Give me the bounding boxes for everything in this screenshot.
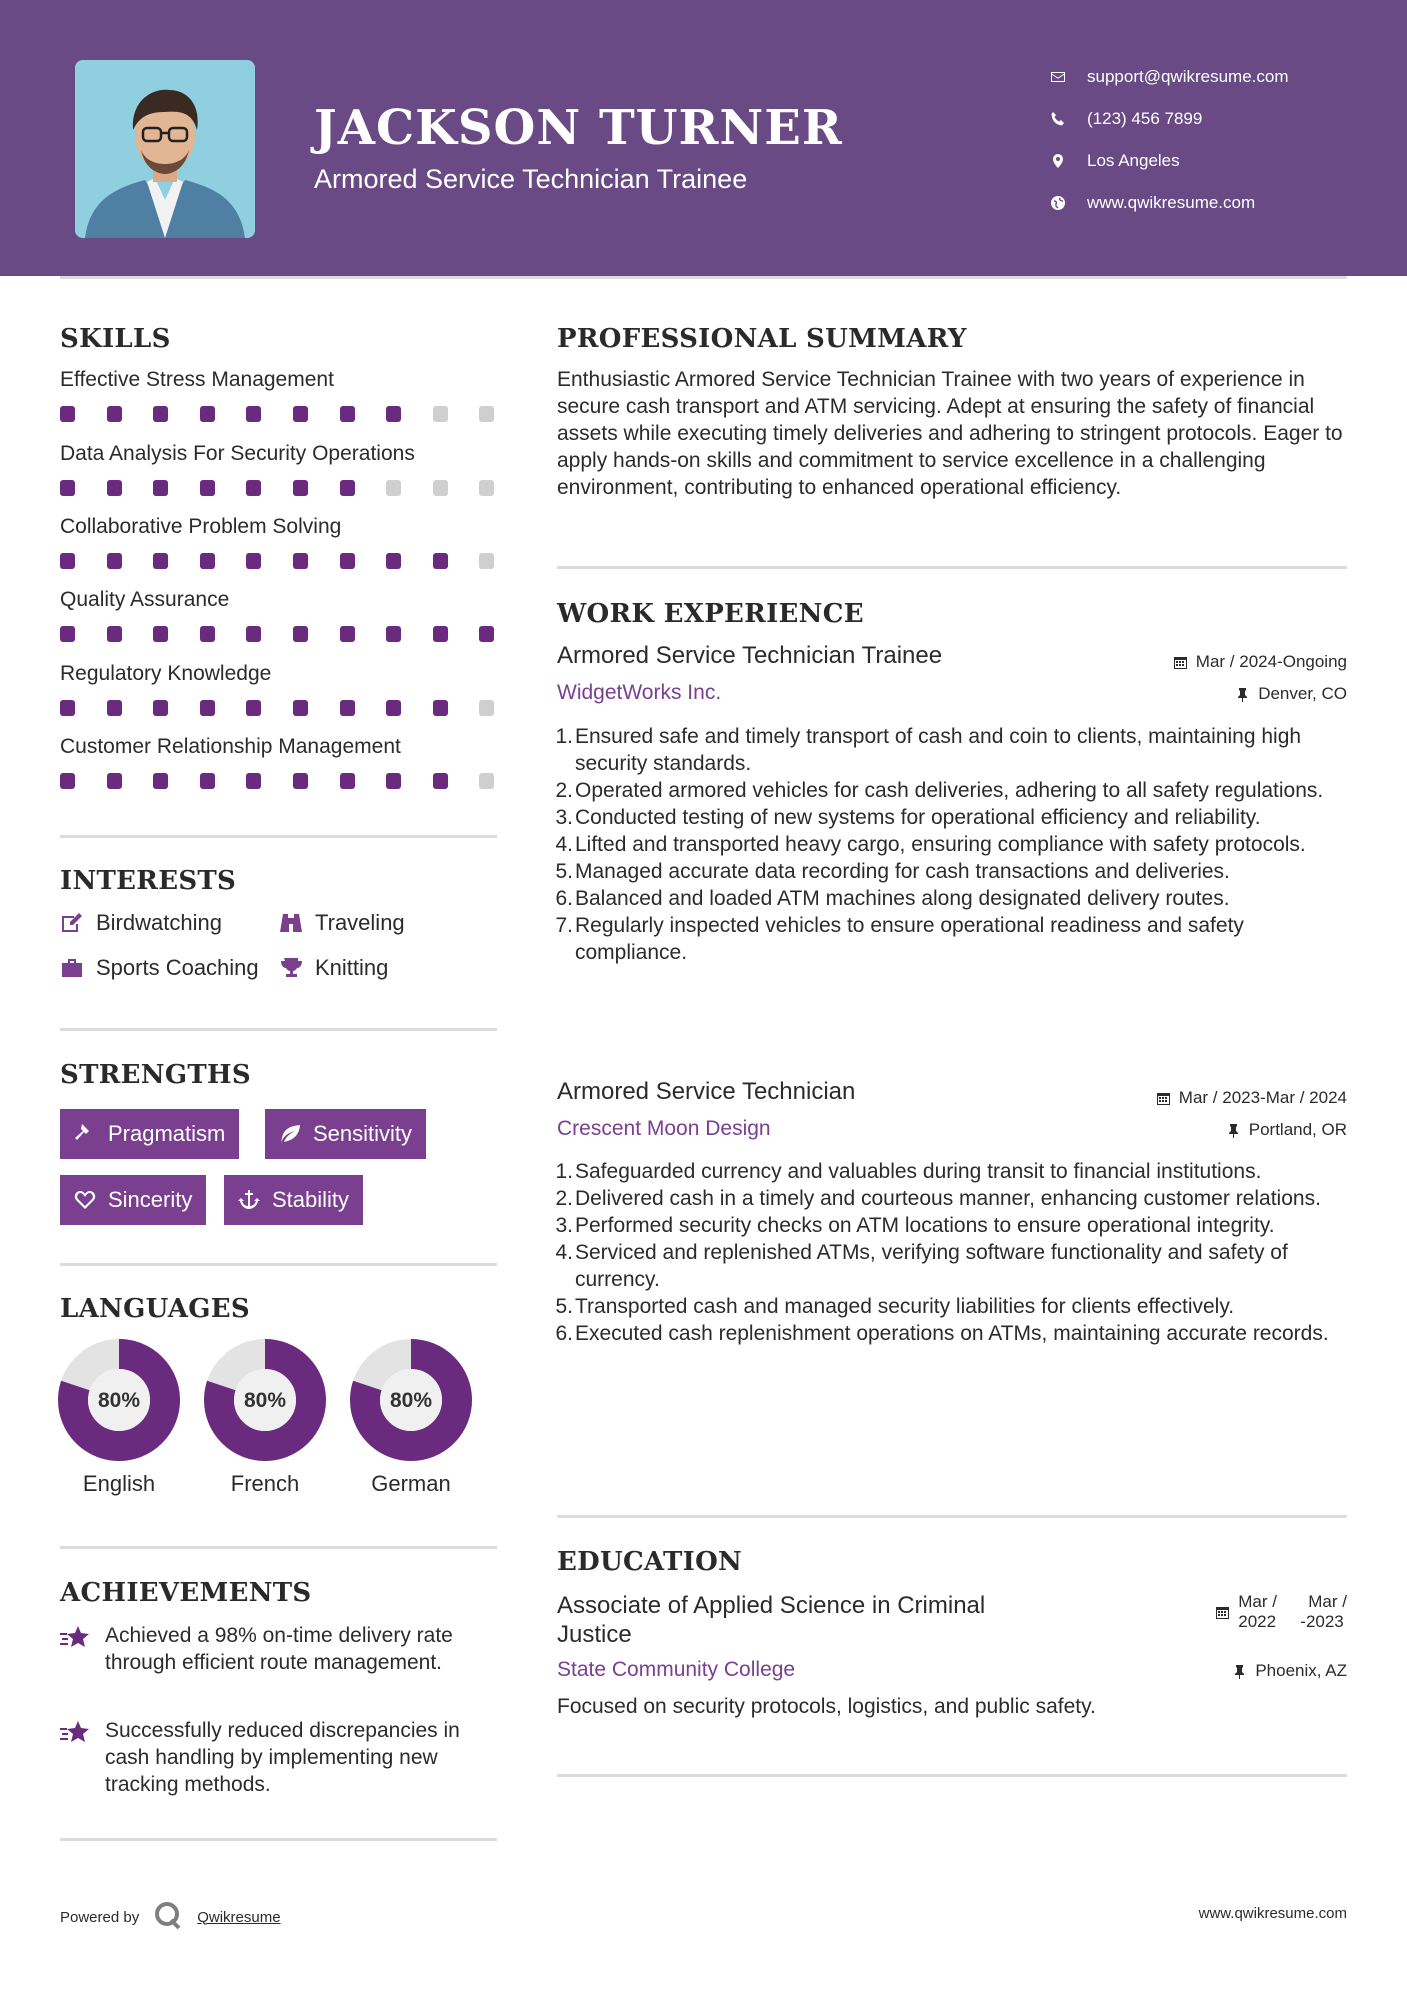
skill-dot-filled	[107, 480, 122, 496]
section-divider	[60, 1263, 497, 1266]
language-name: French	[230, 1471, 300, 1496]
skill-dot-filled	[340, 626, 355, 642]
job-location	[1235, 684, 1347, 704]
job-bullet-number: 6.	[555, 1322, 573, 1345]
map-pin-icon	[1050, 153, 1087, 169]
skill-dot-filled	[340, 406, 355, 422]
skill-dot-filled	[293, 406, 308, 422]
language-item	[58, 1339, 180, 1497]
job-bullet-number: 5.	[555, 860, 573, 883]
skill-dot-filled	[246, 553, 261, 569]
skill-name: Collaborative Problem Solving	[60, 515, 342, 538]
candidate-name: JACKSON TURNER	[314, 100, 843, 156]
contact-location-text: Los Angeles	[1087, 151, 1180, 170]
skill-dot-filled	[479, 626, 494, 642]
job-location	[1226, 1120, 1347, 1140]
skill-dot-filled	[386, 406, 401, 422]
skill-dot-filled	[60, 553, 75, 569]
skill-dot-filled	[433, 773, 448, 789]
strength-badge	[60, 1109, 239, 1159]
skill-dot-filled	[60, 773, 75, 789]
skill-name: Regulatory Knowledge	[60, 662, 272, 685]
heart-icon	[74, 1189, 96, 1211]
education-end-month: Mar /	[1308, 1592, 1347, 1611]
skill-dot-filled	[246, 480, 261, 496]
skill-dot-filled	[433, 553, 448, 569]
job-bullet-number: 4.	[555, 833, 573, 856]
education-end-year: 2023	[1305, 1612, 1344, 1631]
header-banner	[0, 0, 1407, 276]
job-bullet-number: 6.	[555, 887, 573, 910]
contact-website[interactable]	[1050, 182, 1370, 224]
contact-phone[interactable]	[1050, 98, 1370, 140]
achievement-text: Successfully reduced discrepancies in cash handling by implementing new tracking methods.	[105, 1719, 460, 1796]
section-divider	[60, 1028, 497, 1031]
contact-email-text: support@qwikresume.com	[1087, 67, 1289, 86]
skill-dot-filled	[107, 773, 122, 789]
job-bullet-text: Safeguarded currency and valuables during transit to financial institutions.	[575, 1160, 1262, 1183]
skill-dot-filled	[107, 553, 122, 569]
skill-name: Data Analysis For Security Operations	[60, 442, 415, 465]
education-start-month: Mar /	[1238, 1592, 1277, 1611]
skill-dot-filled	[293, 700, 308, 716]
skill-dot-empty	[433, 406, 448, 422]
star-icon	[60, 1717, 105, 1798]
job-bullet-text: Managed accurate data recording for cash transactions and deliveries.	[575, 860, 1230, 883]
language-percent-label: 80%	[97, 1389, 141, 1412]
languages-heading: LANGUAGES	[60, 1294, 250, 1324]
edit-icon	[60, 912, 96, 934]
skill-dot-filled	[293, 480, 308, 496]
skill-dot-filled	[107, 406, 122, 422]
strength-label: Sensitivity	[313, 1121, 413, 1146]
skill-dot-filled	[340, 480, 355, 496]
briefcase-icon	[60, 957, 96, 979]
language-ring	[58, 1339, 180, 1461]
trophy-icon	[279, 957, 315, 979]
skill-dot-filled	[340, 700, 355, 716]
footer-powered-by	[60, 1900, 281, 1934]
language-item	[350, 1339, 472, 1497]
job-bullet-number: 3.	[555, 806, 573, 829]
strength-label: Pragmatism	[108, 1121, 226, 1146]
section-divider	[557, 566, 1347, 569]
job-bullet-text: Regularly inspected vehicles to ensure operational readiness and safety compliance.	[575, 914, 1244, 964]
contact-info	[1050, 56, 1370, 224]
interest-label: Birdwatching	[96, 910, 222, 935]
skill-dot-filled	[340, 773, 355, 789]
candidate-title: Armored Service Technician Trainee	[314, 164, 748, 194]
skill-dot-empty	[479, 553, 494, 569]
section-divider	[60, 1546, 497, 1549]
star-icon	[60, 1622, 105, 1676]
strengths-heading: STRENGTHS	[60, 1060, 251, 1090]
skill-dot-filled	[293, 773, 308, 789]
degree-line-2: Justice	[557, 1621, 632, 1648]
job-bullet	[557, 1158, 1357, 1185]
language-name: English	[82, 1471, 156, 1496]
job-dates-text: Mar / 2023-Mar / 2024	[1178, 1088, 1347, 1107]
skill-dot-filled	[246, 626, 261, 642]
calendar-icon	[1156, 1091, 1171, 1106]
skill-dot-filled	[153, 480, 168, 496]
language-percent-label: 80%	[389, 1389, 433, 1412]
job-bullet	[557, 804, 1357, 831]
job-bullet-text: Delivered cash in a timely and courteous manner, enhancing customer relations.	[575, 1187, 1321, 1210]
interest-label: Knitting	[315, 955, 389, 980]
calendar-icon	[1215, 1605, 1230, 1620]
interest-item	[279, 955, 388, 981]
anchor-icon	[238, 1189, 260, 1211]
skill-name: Customer Relationship Management	[60, 735, 401, 758]
job-bullet	[557, 858, 1357, 885]
job-bullet	[557, 885, 1357, 912]
education-dates	[1215, 1592, 1347, 1632]
company-name: Crescent Moon Design	[557, 1117, 771, 1140]
skill-dot-filled	[153, 700, 168, 716]
skill-dot-filled	[60, 700, 75, 716]
contact-website-text: www.qwikresume.com	[1087, 193, 1256, 212]
skill-dot-filled	[293, 553, 308, 569]
job-bullet-text: Performed security checks on ATM locations to ensure operational integrity.	[575, 1214, 1275, 1237]
job-bullet	[557, 1212, 1357, 1239]
interests-heading: INTERESTS	[60, 866, 237, 896]
skill-dot-filled	[200, 406, 215, 422]
section-divider	[557, 1515, 1347, 1518]
skill-dot-filled	[386, 626, 401, 642]
skill-dot-filled	[246, 700, 261, 716]
footer-website[interactable]: www.qwikresume.com	[1198, 1905, 1347, 1922]
education-start-year: 2022	[1238, 1612, 1277, 1631]
job-title: Armored Service Technician	[557, 1078, 856, 1105]
education-end	[1300, 1592, 1347, 1632]
skill-rating	[60, 773, 526, 789]
section-divider	[60, 835, 497, 838]
qwikresume-link[interactable]: Qwikresume	[197, 1908, 281, 1926]
job-bullet	[557, 831, 1357, 858]
skill-dot-filled	[386, 773, 401, 789]
achievements-heading: ACHIEVEMENTS	[60, 1578, 312, 1608]
skill-dot-empty	[386, 480, 401, 496]
job-bullet-text: Serviced and replenished ATMs, verifying software functionality and safety of currency.	[575, 1241, 1288, 1291]
skill-dot-filled	[433, 700, 448, 716]
pushpin-icon	[1235, 687, 1250, 702]
education-location-text: Phoenix, AZ	[1255, 1661, 1347, 1680]
job-location-text: Denver, CO	[1258, 684, 1347, 703]
education-dash: -	[1300, 1612, 1306, 1631]
skill-name: Effective Stress Management	[60, 368, 334, 391]
qwikresume-logo-icon	[153, 1900, 183, 1934]
pushpin-icon	[1226, 1123, 1241, 1138]
skill-dot-filled	[153, 553, 168, 569]
job-dates	[1156, 1088, 1347, 1108]
job-bullet-text: Operated armored vehicles for cash deliveries, adhering to all safety regulations.	[575, 779, 1324, 802]
skill-dot-filled	[433, 626, 448, 642]
skill-dot-filled	[200, 773, 215, 789]
skill-dot-filled	[60, 406, 75, 422]
interest-item	[60, 955, 259, 981]
job-bullets	[557, 1158, 1357, 1347]
strength-label: Stability	[272, 1187, 350, 1212]
profile-photo	[75, 60, 255, 238]
skill-dot-filled	[340, 553, 355, 569]
skills-heading: SKILLS	[60, 324, 171, 354]
contact-email[interactable]	[1050, 56, 1370, 98]
strength-badge	[224, 1175, 363, 1225]
phone-icon	[1050, 111, 1087, 127]
job-bullet	[557, 1320, 1357, 1347]
skill-rating	[60, 626, 526, 642]
contact-location	[1050, 140, 1370, 182]
job-bullet-text: Lifted and transported heavy cargo, ensuring compliance with safety protocols.	[575, 833, 1306, 856]
skill-rating	[60, 553, 526, 569]
job-bullet-number: 5.	[555, 1295, 573, 1318]
skill-dot-empty	[479, 406, 494, 422]
job-dates	[1173, 652, 1347, 672]
education-location	[1232, 1661, 1347, 1681]
skill-dot-filled	[60, 480, 75, 496]
skill-dot-filled	[153, 626, 168, 642]
job-bullet-number: 3.	[555, 1214, 573, 1237]
job-bullet-number: 1.	[555, 725, 573, 748]
summary-heading: PROFESSIONAL SUMMARY	[557, 324, 967, 354]
skill-dot-filled	[200, 480, 215, 496]
interest-item	[279, 910, 405, 936]
job-bullet-text: Ensured safe and timely transport of cash and coin to clients, maintaining high security standards.	[575, 725, 1302, 775]
summary-text: Enthusiastic Armored Service Technician Trainee with two years of experience in secure cash transport and ATM servicing. Adept at ensuring the safety of financial assets while executing timely deliveries and adhering to stringent protocols. Eager to apply hands-on skills and commitment to service excellence in a challenging environment, contributing to enhanced operational efficiency.	[557, 368, 1343, 499]
powered-by-text: Powered by	[60, 1908, 140, 1926]
job-bullet-number: 2.	[555, 779, 573, 802]
job-bullet	[557, 1239, 1357, 1293]
skill-rating	[60, 480, 526, 496]
skill-dot-filled	[153, 406, 168, 422]
skill-dot-filled	[293, 626, 308, 642]
skill-dot-filled	[153, 773, 168, 789]
job-bullet-text: Transported cash and managed security liabilities for clients effectively.	[575, 1295, 1235, 1318]
interest-label: Traveling	[315, 910, 405, 935]
strength-badge	[265, 1109, 426, 1159]
job-bullet	[557, 1293, 1357, 1320]
skill-rating	[60, 700, 526, 716]
skill-dot-empty	[479, 480, 494, 496]
skill-dot-filled	[200, 553, 215, 569]
job-bullet-number: 2.	[555, 1187, 573, 1210]
skill-rating	[60, 406, 526, 422]
school-name: State Community College	[557, 1658, 796, 1681]
globe-icon	[1050, 195, 1087, 211]
skill-dot-empty	[433, 480, 448, 496]
calendar-icon	[1173, 655, 1188, 670]
skill-dot-filled	[107, 700, 122, 716]
skill-dot-filled	[200, 700, 215, 716]
job-bullet	[557, 723, 1357, 777]
job-bullet-number: 1.	[555, 1160, 573, 1183]
skill-dot-filled	[107, 626, 122, 642]
job-bullets	[557, 723, 1357, 966]
job-bullet-number: 4.	[555, 1241, 573, 1264]
strength-badge	[60, 1175, 206, 1225]
language-name: German	[371, 1471, 451, 1496]
strength-label: Sincerity	[108, 1187, 193, 1212]
interest-label: Sports Coaching	[96, 955, 259, 980]
skill-dot-filled	[386, 700, 401, 716]
skill-dot-filled	[200, 626, 215, 642]
achievement-item	[60, 1622, 500, 1676]
interest-item	[60, 910, 222, 936]
skill-dot-empty	[479, 700, 494, 716]
job-bullet-text: Conducted testing of new systems for operational efficiency and reliability.	[575, 806, 1261, 829]
education-description: Focused on security protocols, logistics, and public safety.	[557, 1695, 1096, 1718]
gavel-icon	[74, 1123, 96, 1145]
language-ring	[204, 1339, 326, 1461]
job-location-text: Portland, OR	[1248, 1120, 1347, 1139]
job-bullet-number: 7.	[555, 914, 573, 937]
skill-dot-filled	[386, 553, 401, 569]
job-bullet	[557, 912, 1357, 966]
education-heading: EDUCATION	[557, 1547, 743, 1577]
contact-phone-text: (123) 456 7899	[1087, 109, 1203, 128]
skill-dot-filled	[60, 626, 75, 642]
education-start	[1238, 1592, 1294, 1632]
experience-heading: WORK EXPERIENCE	[557, 599, 864, 629]
header-divider	[60, 276, 1347, 279]
language-item	[204, 1339, 326, 1497]
company-name: WidgetWorks Inc.	[557, 681, 722, 704]
section-divider	[60, 1838, 497, 1841]
skill-dot-empty	[479, 773, 494, 789]
achievement-text: Achieved a 98% on-time delivery rate through efficient route management.	[105, 1624, 453, 1674]
job-bullet	[557, 777, 1357, 804]
job-bullet	[557, 1185, 1357, 1212]
job-bullet-text: Balanced and loaded ATM machines along designated delivery routes.	[575, 887, 1230, 910]
language-ring	[350, 1339, 472, 1461]
leaf-icon	[279, 1123, 301, 1145]
pushpin-icon	[1232, 1664, 1247, 1679]
job-dates-text: Mar / 2024-Ongoing	[1195, 652, 1347, 671]
section-divider	[557, 1774, 1347, 1777]
job-title: Armored Service Technician Trainee	[557, 642, 943, 669]
skill-dot-filled	[246, 406, 261, 422]
achievement-item	[60, 1717, 500, 1798]
envelope-icon	[1050, 69, 1087, 85]
skill-name: Quality Assurance	[60, 588, 230, 611]
degree-line-1: Associate of Applied Science in Criminal	[557, 1592, 986, 1619]
language-percent-label: 80%	[243, 1389, 287, 1412]
skill-dot-filled	[246, 773, 261, 789]
job-bullet-text: Executed cash replenishment operations on ATMs, maintaining accurate records.	[575, 1322, 1329, 1345]
binoculars-icon	[279, 912, 315, 934]
